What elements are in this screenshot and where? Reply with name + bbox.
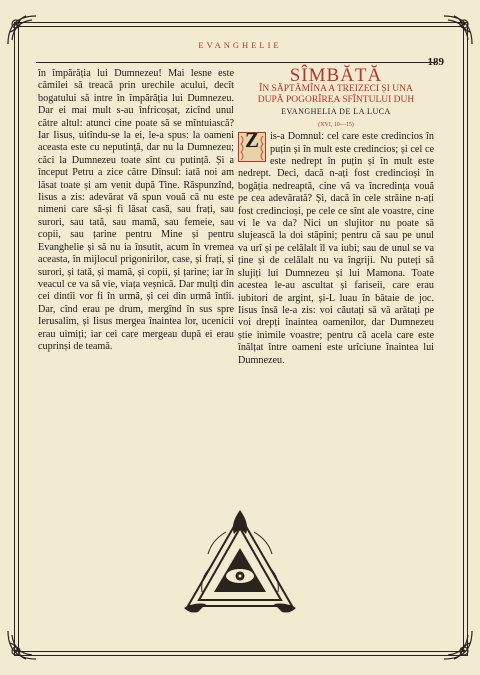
header-rule — [36, 62, 436, 63]
reading-subtitle-line2: DUPĂ POGORÎREA SFÎNTULUI DUH — [257, 95, 415, 106]
right-column — [238, 65, 434, 367]
left-column-text: în împărăția lui Dumnezeu! Mai lesne este cămilei să treacă prin urechile acului, decît bogatului să intre în împărăția lui Dumnezeu. Dar ei mai mult s-au înfricoșat, zicînd unul către altul: atunci cine poate să se mîntuiască? Iar Iisus, uitîndu-se la ei, le-a spus: la oameni aceasta este cu neputință, dar nu la Dumnezeu; căci la Dumnezeu toate sînt cu putință. Și a început Petru a zice către Dînsul: iată noi am lăsat toate și am venit după Tine. Răspunzînd, Iisus a zis: adevărat vă spun vouă că nu este nimeni care să-și fi lăsat casă, sau frați, sau surori, sau tată, sau mamă, sau femeie, sau copii, sau țarine pentru Mine și pentru Evanghelie și să nu ia însutit, acum în vremea aceasta, în mijlocul prigonirilor, case, și frați, și surori, și tată, și mamă, și copii, și țarine; iar în veacul ce va să vie, viața veșnică. Dar mulți din cei dintîi vor fi în urmă, și cei din urmă întîi. Dar, cînd erau pe drum, mergînd în sus spre Ierusalim, și Iisus mergea înaintea lor, ucenicii erau uimiți; iar cei care mergeau după ei erau cuprinși de teamă. — [38, 68, 234, 352]
running-head: EVANGHELIE — [198, 40, 282, 50]
reading-body — [238, 128, 434, 367]
reading-title: SÎMBĂTĂ — [289, 65, 383, 86]
left-column — [38, 68, 234, 353]
reading-body-text: is-a Domnul: cel care este credincios în puțin și în mult este credincios; și cel ce este nedrept în puțin și în mult este nedrept. Deci, dacă n-ați fost credincioși în bogăția nedreaptă, cine vă va încredința vouă pe cea adevărată? Și, dacă în cele străine n-ați fost credincioși, pe cele ce sînt ale voastre, cine vi le va da? Nici un slujitor nu poate să slujească la doi stăpîni; pentru că sau pe unul va urî și pe celălalt îl va iubi; sau de unul se va ține și de celălalt nu va îngriji. Nu puteți să slujiți lui Dumnezeu și lui Mamona. Toate acestea le-au ascultat și fariseii, care erau iubitori de argint, și-L luau în bătaie de joc. Iisus însă le-a zis: voi căutați să vă arătați pe voi drepți înaintea oamenilor, dar Dumnezeu știe inimile voastre; pentru că acela care este înălțat între oameni este urîciune înaintea lui Dumnezeu. — [238, 131, 434, 366]
dropcap-ornament — [238, 128, 266, 162]
corner-ornament-bottom-right — [440, 627, 476, 663]
page-number: 189 — [427, 56, 444, 68]
corner-ornament-bottom-left — [4, 627, 40, 663]
reading-subtitle-line1: ÎN SĂPTĂMÎNA A TREIZECI ȘI UNA — [259, 84, 413, 95]
chapter-reference: (XVI, 10—15) — [318, 121, 354, 128]
gospel-reference: EVANGHELIA DE LA LUCA — [281, 107, 391, 117]
dropcap-letter: Z — [244, 128, 259, 153]
trinity-eye-emblem — [180, 508, 300, 616]
